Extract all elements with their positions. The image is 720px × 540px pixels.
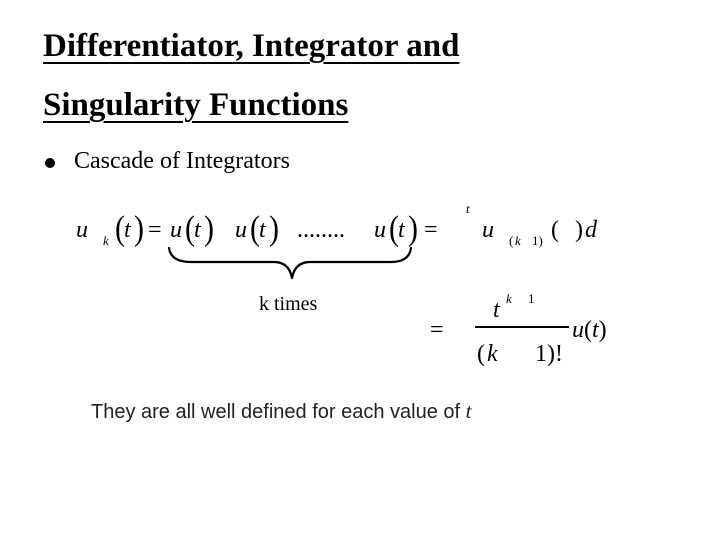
eq-paren-open-2: ( [185,209,195,248]
eq-rhs-u: u [482,217,494,243]
eq-paren-open-3: ( [250,209,260,248]
eq-d: d [585,217,597,243]
eq-paren-close-4: ) [408,209,418,248]
eq-paren-open-1: ( [115,209,125,248]
result-numerator-t: t [493,297,500,323]
eq-equals-2: = [424,217,438,243]
k-times-label: k times [259,293,318,315]
eq-equals-1: = [148,217,162,243]
eq-rhs-sub-open: ( [509,233,514,248]
eq-u-3: u [374,217,386,243]
result-exp-one: 1 [528,291,535,306]
bullet-dot-icon [45,158,55,168]
eq-paren-close-1: ) [134,209,144,248]
result-denom-open: ( [477,341,485,367]
result-denom-k: k [487,341,498,367]
eq-rhs-sub-one: 1) [532,233,543,248]
eq-t-3: t [259,217,266,243]
eq-tau-close: ) [575,217,583,243]
eq-t-1: t [124,217,131,243]
definition-note-variable: t [465,399,472,423]
slide-title-line2: Singularity Functions [43,87,349,123]
underbrace-icon [165,246,415,288]
eq-dots: ........ [297,217,345,243]
definition-note [91,398,472,425]
result-equals: = [430,317,444,343]
eq-integral-upper: t [466,201,470,216]
eq-rhs-sub-k: k [515,233,521,248]
fraction-bar [475,326,569,328]
slide-title-line1: Differentiator, Integrator and [43,28,460,64]
eq-u-2: u [235,217,247,243]
eq-lhs-k: k [103,233,109,248]
bullet-text: Cascade of Integrators [74,148,290,174]
result-exp-k: k [506,291,512,306]
result-u-of-t: u(t) [572,317,607,343]
eq-lhs-u: u [76,217,88,243]
eq-tau-open: ( [551,217,559,243]
eq-paren-close-2: ) [204,209,214,248]
result-denom-close: 1)! [535,341,563,367]
eq-t-4: t [398,217,405,243]
eq-paren-close-3: ) [269,209,279,248]
eq-u-1: u [170,217,182,243]
eq-t-2: t [194,217,201,243]
eq-paren-open-4: ( [389,209,399,248]
definition-note-text: They are all well defined for each value of [91,401,461,423]
